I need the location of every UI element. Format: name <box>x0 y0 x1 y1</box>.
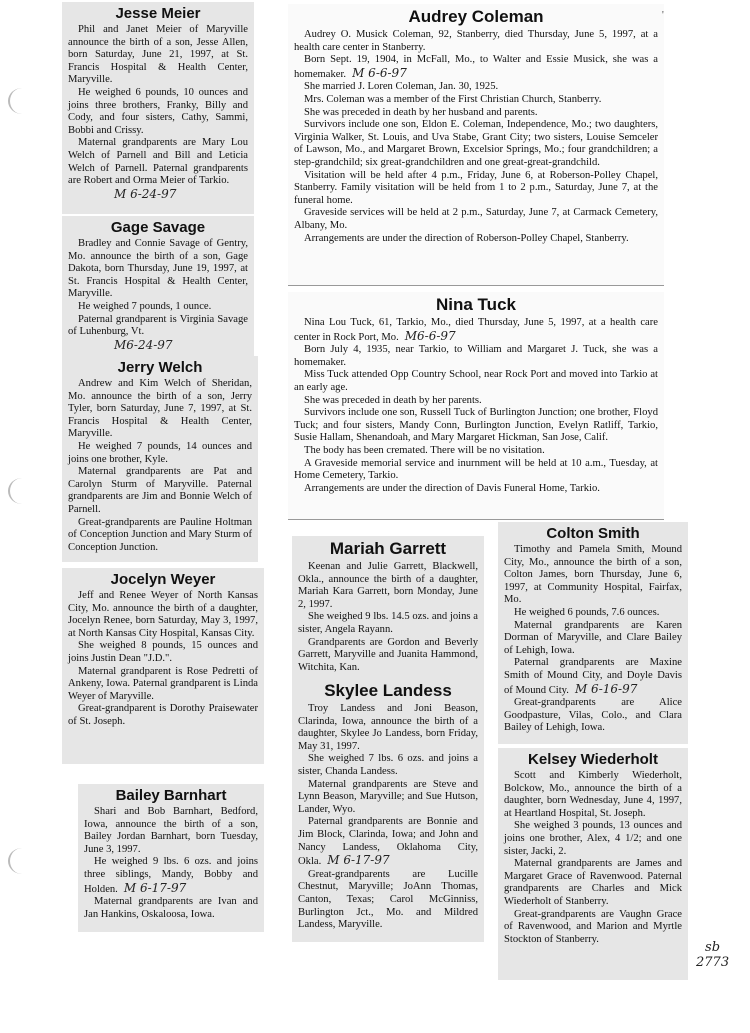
binder-hole-middle <box>8 478 36 504</box>
clipping-paragraph: Great-grandparents are Alice Goodpasture, Vilas, Colo., and Clara Bailey of Lehigh, Iowa. <box>504 697 682 734</box>
clipping-paragraph: He weighed 6 pounds, 7.6 ounces. <box>514 606 660 618</box>
clipping-title: Skylee Landess <box>324 681 452 700</box>
clipping-gage-savage <box>62 216 254 358</box>
clipping-paragraph: Miss Tuck attended Opp Country School, near Rock Port and moved into Tarkio at an early age. <box>294 369 658 393</box>
handwritten-date: M6-6-97 <box>404 328 456 343</box>
clipping-paragraph: Shari and Bob Barnhart, Bedford, Iowa, announce the birth of a son, Bailey Jordan Barnhart, born Tuesday, June 3, 1997. <box>84 806 258 855</box>
clipping-paragraph: Timothy and Pamela Smith, Mound City, Mo., announce the birth of a son, Colton James, born Thursday, June 6, 1997, at Community Hospital, Fairfax, Mo. <box>504 544 682 606</box>
handwritten-date: M6-24-97 <box>114 337 173 352</box>
handwritten-date: M 6-17-97 <box>327 853 390 868</box>
clipping-paragraph: Maternal grandparents are Pat and Carolyn Sturm of Maryville. Paternal grandparents are Jim and Bonnie Welch of Parnell. <box>68 466 252 515</box>
clipping-audrey-coleman <box>288 4 664 286</box>
clipping-paragraph: Graveside services will be held at 2 p.m., Saturday, June 7, at Carmack Cemetery, Albany, Mo. <box>294 207 658 231</box>
tick-mark: ' <box>662 10 664 21</box>
clipping-paragraph: She weighed 9 lbs. 14.5 ozs. and joins a sister, Angela Rayann. <box>298 611 478 635</box>
clipping-kelsey-wiederholt <box>498 748 688 980</box>
handwritten-date: M 6-17-97 <box>123 880 187 895</box>
clipping-paragraph <box>294 317 658 344</box>
clipping-paragraph-text: Born Sept. 19, 1904, in McFall, Mo., to Walter and Essie Musick, she was a homemaker. <box>294 54 658 80</box>
clipping-paragraph <box>84 856 258 896</box>
clipping-paragraph: Arrangements are under the direction of Davis Funeral Home, Tarkio. <box>304 482 600 494</box>
clipping-bailey-barnhart <box>78 784 264 932</box>
clipping-jocelyn-weyer <box>62 568 264 764</box>
clipping-title: Mariah Garrett <box>329 539 447 558</box>
clipping-paragraph: A Graveside memorial service and inurnment will be held at 10 a.m., Tuesday, at Home Cemetery, Tarkio. <box>294 457 658 482</box>
clipping-title: Nina Tuck <box>436 295 516 314</box>
clipping-title: Jesse Meier <box>115 5 201 22</box>
clipping-paragraph: Mrs. Coleman was a member of the First Christian Church, Stanberry. <box>304 93 602 105</box>
clipping-paragraph: Survivors include one son, Russell Tuck of Burlington Junction; one brother, Floyd Tuck; and four sisters, Mandy Conn, Burlington Junction, Evelyn Ratliff, Tarkio, Susie Hallam, Shenandoah, and Mary Margaret Hickman, San Jose, Calif. <box>294 407 658 444</box>
clipping-paragraph: Arrangements are under the direction of Roberson-Polley Chapel, Stanberry. <box>304 232 629 244</box>
clipping-paragraph: Great-grandparent is Dorothy Praisewater of St. Joseph. <box>68 703 258 727</box>
clipping-paragraph: Maternal grandparents are Karen Dorman of Maryville, and Clare Bailey of Lehigh, Iowa. <box>504 619 682 656</box>
clipping-nina-tuck <box>288 292 664 520</box>
clipping-paragraph-text: Nina Lou Tuck, 61, Tarkio, Mo., died Thursday, June 5, 1997, at a health care center in Rock Port, Mo. <box>294 317 658 343</box>
handwritten-date: M 6-24-97 <box>114 186 177 201</box>
clipping-paragraph: Jeff and Renee Weyer of North Kansas City, Mo. announce the birth of a daughter, Jocelyn Renee, born Saturday, May 3, 1997, at North Kansas City Hospital, Kansas City. <box>68 590 258 639</box>
clipping-paragraph-text: Paternal grandparents are Maxine Smith of Mound City, and Doyle Davis of Mound City. <box>504 657 682 696</box>
clipping-title: Jocelyn Weyer <box>110 571 216 588</box>
clipping-paragraph: Visitation will be held after 4 p.m., Friday, June 6, at Roberson-Polley Chapel, Stanberry. Family visitation will be held from 1 to 2 p.m., Saturday, June 7, at the funeral home. <box>294 169 658 206</box>
clipping-paragraph <box>294 54 658 81</box>
clipping-paragraph: Bradley and Connie Savage of Gentry, Mo. announce the birth of a son, Gage Dakota, born Thursday, June 19, 1997, at St. Francis Hospital & Health Center, Maryville. <box>68 238 248 300</box>
clipping-title: Audrey Coleman <box>408 7 544 26</box>
clipping-paragraph: She weighed 7 lbs. 6 ozs. and joins a sister, Chanda Landess. <box>298 753 478 777</box>
clipping-paragraph: Maternal grandparents are Steve and Lynn Beason, Maryville; and Sue Hutson, Lander, Wyo. <box>298 778 478 815</box>
clipping-paragraph: Grandparents are Gordon and Beverly Garrett, Maryville and Juanita Hammond, Witchita, Kan. <box>298 636 478 673</box>
clipping-colton-smith <box>498 522 688 744</box>
clipping-paragraph: He weighed 7 pounds, 1 ounce. <box>78 300 212 312</box>
clipping-paragraph: Great-grandparents are Vaughn Grace of Ravenwood, and Marion and Myrtle Stockton of Stanberry. <box>504 908 682 945</box>
clipping-paragraph: Great-grandparents are Pauline Holtman of Conception Junction and Mary Sturm of Conception Junction. <box>68 516 252 553</box>
clipping-paragraph: Paternal grandparent is Virginia Savage of Luhenburg, Vt. <box>68 313 248 338</box>
archive-note-line: 2773 <box>696 955 730 970</box>
clipping-title: Jerry Welch <box>117 359 203 376</box>
clipping-jesse-meier <box>62 2 254 214</box>
binder-hole-bottom <box>8 848 36 874</box>
clipping-paragraph: He weighed 6 pounds, 10 ounces and joins three brothers, Franky, Billy and Cody, and four sisters, Cathy, Sammi, Bobbi and Crissy. <box>68 86 248 136</box>
clipping-paragraph: Keenan and Julie Garrett, Blackwell, Okla., announce the birth of a daughter, Mariah Kara Garrett, born Monday, June 2, 1997. <box>298 561 478 610</box>
clipping-paragraph: She was preceded in death by her husband and parents. <box>304 106 538 118</box>
clipping-paragraph: Survivors include one son, Eldon E. Coleman, Independence, Mo.; two daughters, Virginia Walker, St. Louis, and Uva Stabe, Grant City; two sisters, Louise Semceler of Lawson, Mo., and Margaret Brown, Excelsior Springs, Mo.; four grandchildren; a step-grandchild; six great-grandchildren and one great-great-grandchild. <box>294 119 658 168</box>
binder-hole-top <box>8 88 36 114</box>
clipping-paragraph: Phil and Janet Meier of Maryville announce the birth of a son, Jesse Allen, born Saturday, June 21, 1997, at St. Francis Hospital & Health Center, Maryville. <box>68 24 248 86</box>
clipping-paragraph: She weighed 3 pounds, 13 ounces and joins one brother, Alex, 4 1/2; and one sister, Jacki, 2. <box>504 820 682 857</box>
clipping-paragraph: Maternal grandparents are Ivan and Jan Hankins, Oskaloosa, Iowa. <box>84 896 258 920</box>
clipping-mariah-garrett <box>292 536 484 678</box>
clipping-paragraph <box>298 816 478 868</box>
clipping-paragraph: Audrey O. Musick Coleman, 92, Stanberry, died Thursday, June 5, 1997, at a health care center in Stanberry. <box>294 29 658 53</box>
clipping-paragraph: Maternal grandparent is Rose Pedretti of Ankeny, Iowa. Paternal grandparent is Linda Weyer of Maryville. <box>68 665 258 702</box>
handwritten-date: M 6-16-97 <box>574 681 638 696</box>
clipping-title: Colton Smith <box>546 525 640 542</box>
clipping-skylee-landess <box>292 678 484 942</box>
clipping-title: Kelsey Wiederholt <box>528 751 658 768</box>
clipping-paragraph: Troy Landess and Joni Beason, Clarinda, Iowa, announce the birth of a daughter, Skylee Jo Landess, born Friday, May 31, 1997. <box>298 703 478 752</box>
clipping-paragraph <box>504 657 682 697</box>
handwritten-date: M 6-6-97 <box>352 65 407 80</box>
clipping-paragraph: She weighed 8 pounds, 15 ounces and joins Justin Dean "J.D.". <box>68 640 258 664</box>
clipping-paragraph-text: Paternal grandparents are Bonnie and Jim Block, Clarinda, Iowa; and John and Nancy Landess, Oklahoma City, Okla. <box>298 816 478 868</box>
clipping-title: Bailey Barnhart <box>115 787 227 804</box>
clipping-paragraph: Scott and Kimberly Wiederholt, Bolckow, Mo., announce the birth of a daughter, born Wednesday, June 4, 1997, at Heartland Hospital, St. Joseph. <box>504 770 682 819</box>
clipping-paragraph: He weighed 7 pounds, 14 ounces and joins one brother, Kyle. <box>68 440 252 465</box>
clipping-jerry-welch <box>62 356 258 562</box>
archive-note-line: sb <box>705 940 721 955</box>
archive-note <box>696 940 729 970</box>
clipping-paragraph: Maternal grandparents are James and Margaret Grace of Ravenwood. Paternal grandparents are Charles and Mick Wiederholt of Stanberry. <box>504 858 682 907</box>
clipping-paragraph: Andrew and Kim Welch of Sheridan, Mo. announce the birth of a son, Jerry Tyler, born Saturday, June 7, 1997, at St. Francis Hospital & Health Center, Maryville. <box>68 378 252 440</box>
clipping-paragraph: She was preceded in death by her parents. <box>304 394 482 406</box>
clipping-paragraph: Great-grandparents are Lucille Chestnut, Maryville; JoAnn Thomas, Canton, Texas; Carol McGinniss, Burlington Jct., Mo. and Mildred Landess, Maryville. <box>298 868 478 931</box>
clipping-paragraph: Maternal grandparents are Mary Lou Welch of Parnell and Bill and Leticia Welch of Parnell. Paternal grandparents are Robert and Orma Meier of Tarkio. <box>68 137 248 187</box>
clipping-title: Gage Savage <box>110 219 206 236</box>
clipping-paragraph: Born July 4, 1935, near Tarkio, to William and Margaret J. Tuck, she was a homemaker. <box>294 344 658 368</box>
clipping-paragraph: She married J. Loren Coleman, Jan. 30, 1925. <box>304 81 499 93</box>
clipping-paragraph-text: He weighed 9 lbs. 6 ozs. and joins three siblings, Mandy, Bobby and Holden. <box>84 856 258 895</box>
clipping-paragraph: The body has been cremated. There will be no visitation. <box>304 444 545 456</box>
